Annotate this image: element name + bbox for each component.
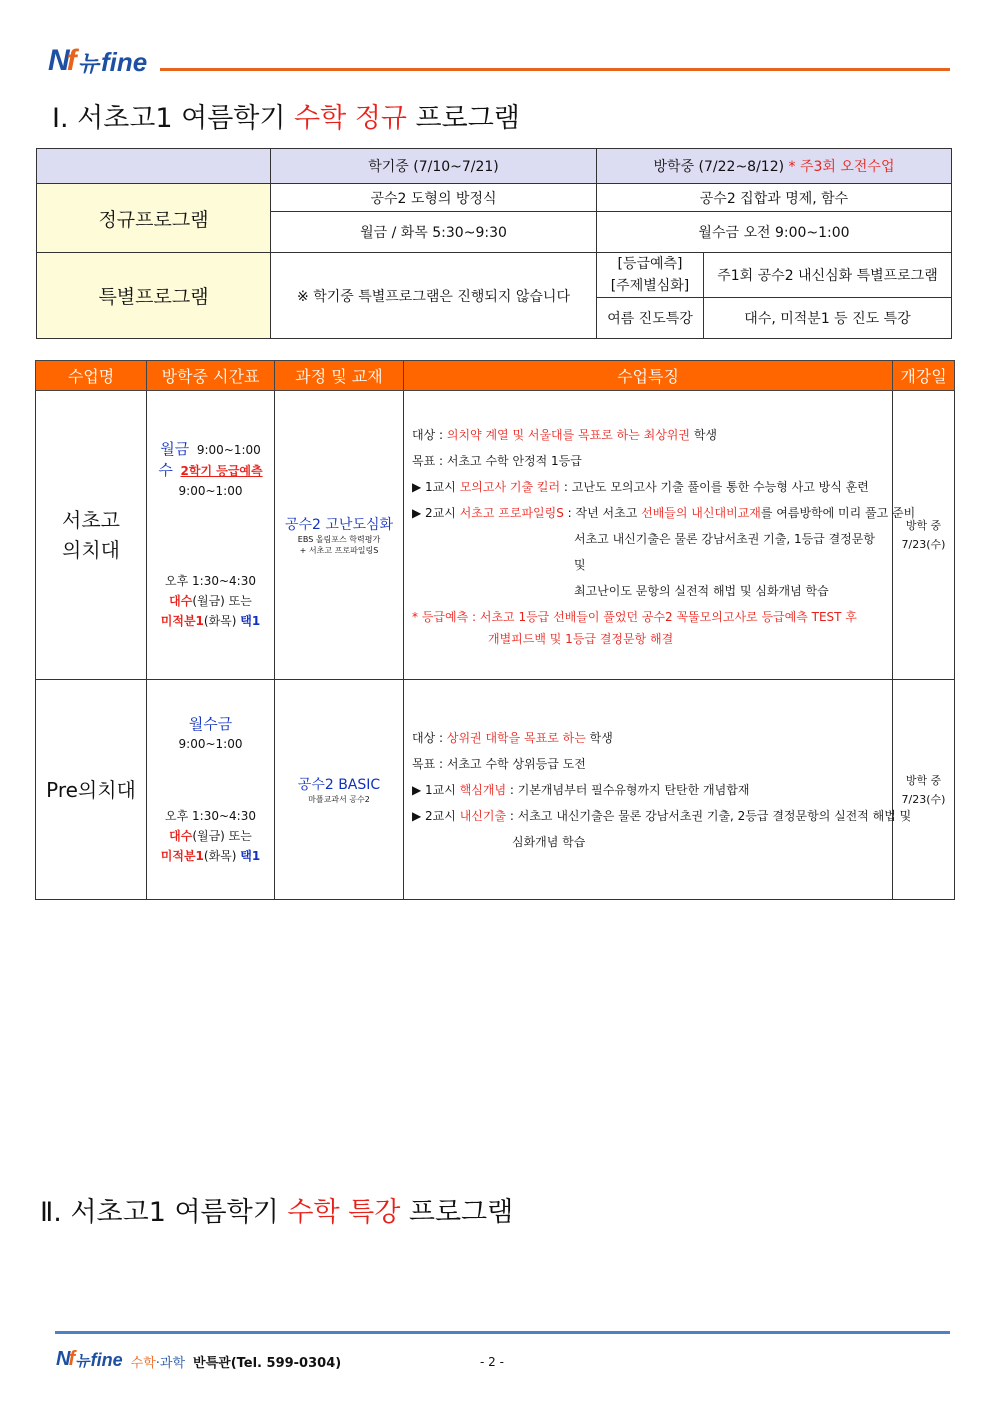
newfine-logo xyxy=(48,44,147,78)
header-semester: 학기중 (7/10~7/21) xyxy=(271,149,597,184)
course-1-start: 방학 중 7/23(수) xyxy=(893,391,955,680)
special-tag-2: 여름 진도특강 xyxy=(597,298,704,339)
logo-f: f xyxy=(66,44,74,77)
special-tag-1: [등급예측] [주제별심화] xyxy=(597,253,704,298)
page-footer: Nf 뉴 fine 수학 · 과학 반특관(Tel. 599-0304) xyxy=(56,1348,342,1371)
regular-semester-time: 월금 / 화목 5:30~9:30 xyxy=(271,212,597,253)
col-features: 수업특징 xyxy=(404,361,893,391)
footer-subject-science: 과학 xyxy=(159,1356,186,1371)
course-2-schedule: 월수금 9:00~1:00 오후 1:30~4:30 대수(월금) 또는 미적분1(화목) 택1 xyxy=(147,680,275,900)
col-schedule: 방학중 시간표 xyxy=(147,361,275,391)
logo-n: N xyxy=(48,44,67,77)
col-textbook: 과정 및 교재 xyxy=(275,361,404,391)
overview-table xyxy=(36,148,952,339)
footer-divider xyxy=(55,1331,950,1334)
course-table xyxy=(35,360,955,900)
footer-subject-math: 수학 xyxy=(130,1356,156,1371)
course-header-row xyxy=(36,361,955,391)
col-course-name: 수업명 xyxy=(36,361,147,391)
overview-corner xyxy=(37,149,271,184)
header-vacation: 방학중 (7/22~8/12) * 주3회 오전수업 xyxy=(597,149,952,184)
course-row-2 xyxy=(36,680,955,900)
course-2-textbook: 공수2 BASIC 마플교과서 공수2 xyxy=(275,680,404,900)
logo-kr: 뉴 xyxy=(77,52,99,77)
section-1-title: Ⅰ. 서초고1 여름학기 수학 정규 프로그램 xyxy=(52,103,520,134)
regular-program-label: 정규프로그램 xyxy=(37,184,271,253)
course-row-1 xyxy=(36,391,955,680)
special-desc-2: 대수, 미적분1 등 진도 특강 xyxy=(704,298,952,339)
course-1-schedule: 월금 9:00~1:00 수 2학기 등급예측 9:00~1:00 오후 1:30~4:30 대수(월금) 또는 미적분1(화목) 택1 xyxy=(147,391,275,680)
section-2-title: Ⅱ. 서초고1 여름학기 수학 특강 프로그램 xyxy=(40,1197,514,1228)
regular-vacation-topic: 공수2 집합과 명제, 함수 xyxy=(597,184,952,212)
header-divider xyxy=(160,68,950,71)
special-row-1 xyxy=(37,253,952,298)
course-1-name: 서초고 의치대 xyxy=(36,391,147,680)
course-1-textbook: 공수2 고난도심화 EBS 올림포스 학력평가 + 서초고 프로파일링S xyxy=(275,391,404,680)
col-start-date: 개강일 xyxy=(893,361,955,391)
course-2-name: Pre의치대 xyxy=(36,680,147,900)
footer-branch-contact: 반특관(Tel. 599-0304) xyxy=(193,1356,342,1371)
special-program-label: 특별프로그램 xyxy=(37,253,271,339)
page-number: - 2 - xyxy=(480,1355,504,1369)
regular-semester-topic: 공수2 도형의 방정식 xyxy=(271,184,597,212)
special-semester-note: ※ 학기중 특별프로그램은 진행되지 않습니다 xyxy=(271,253,597,339)
course-2-start: 방학 중 7/23(수) xyxy=(893,680,955,900)
logo-fine: fine xyxy=(100,47,148,77)
course-2-features: 대상 : 상위권 대학을 목표로 하는 학생 목표 : 서초고 수학 상위등급 도전 ▶ 1교시 핵심개념 : 기본개념부터 필수유형까지 탄탄한 개념합재 ▶ 2교시 내신기출 : 서초고 내신기출은 물론 강남서초권 기출, 2등급 결정문항의 실전적 해법 및 심화개념 학습 xyxy=(404,680,893,900)
overview-header-row xyxy=(37,149,952,184)
special-desc-1: 주1회 공수2 내신심화 특별프로그램 xyxy=(704,253,952,298)
page-header xyxy=(48,44,950,80)
regular-row-topic xyxy=(37,184,952,212)
course-1-features: 대상 : 의치약 계열 및 서울대를 목표로 하는 최상위권 학생 목표 : 서초고 수학 안정적 1등급 ▶ 1교시 모의고사 기출 킬러 : 고난도 모의고사 기출 풀이를 통한 수능형 사고 방식 훈련 ▶ 2교시 서초고 프로파일링S : 작년 서초고 선배들의 내신대비교재를 여름방학에 미리 풀고 준비 서초고 내신기출은 물론 강남서초권 기출, 1등급 결정문항 및 최고난이도 문항의 실전적 해법 및 심화개념 학습 * 등급예측 : 서초고 1등급 선배들이 풀었던 공수2 꼭뚤모의고사로 등급예측 TEST 후 개별피드백 및 1등급 결정문항 해결 xyxy=(404,391,893,680)
regular-vacation-time: 월수금 오전 9:00~1:00 xyxy=(597,212,952,253)
footer-logo: Nf xyxy=(56,1348,74,1370)
